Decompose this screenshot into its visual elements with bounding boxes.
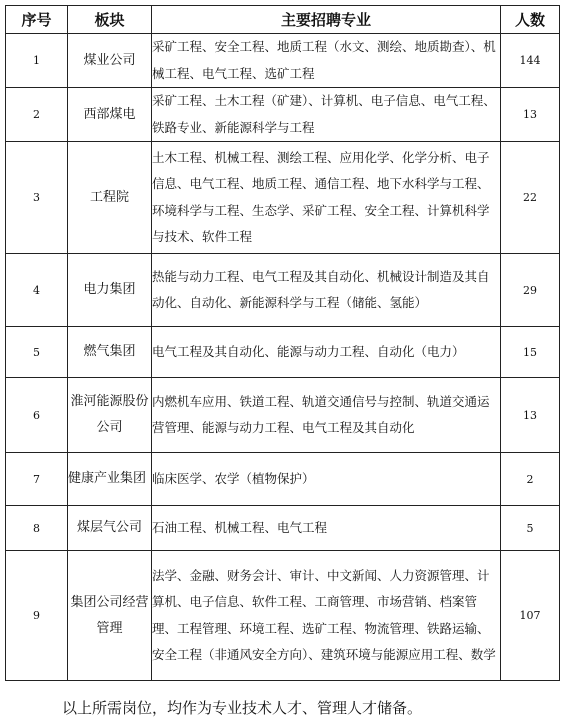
table-row — [6, 453, 560, 506]
header-row — [6, 6, 560, 34]
row-majors: 热能与动力工程、电气工程及其自动化、机械设计制造及其自动化、自动化、新能源科学与工程（储能、氢能） — [152, 254, 501, 327]
row-seq: 9 — [6, 551, 68, 681]
row-sector: 健康产业集团 — [68, 453, 152, 506]
row-seq: 2 — [6, 88, 68, 142]
row-count: 2 — [501, 453, 560, 506]
row-seq: 5 — [6, 327, 68, 378]
header-count: 人数 — [501, 6, 560, 34]
row-sector: 集团公司经营管理 — [68, 551, 152, 681]
table-row — [6, 551, 560, 681]
row-seq: 3 — [6, 142, 68, 254]
row-count: 144 — [501, 34, 560, 88]
row-seq: 7 — [6, 453, 68, 506]
table-row — [6, 34, 560, 88]
row-count: 5 — [501, 506, 560, 551]
row-sector: 煤层气公司 — [68, 506, 152, 551]
row-sector: 工程院 — [68, 142, 152, 254]
header-majors: 主要招聘专业 — [152, 6, 501, 34]
row-majors: 石油工程、机械工程、电气工程 — [152, 506, 501, 551]
table-row — [6, 327, 560, 378]
row-majors: 内燃机车应用、铁道工程、轨道交通信号与控制、轨道交通运营管理、能源与动力工程、电气工程及其自动化 — [152, 378, 501, 453]
row-majors: 临床医学、农学（植物保护） — [152, 453, 501, 506]
row-count: 22 — [501, 142, 560, 254]
row-count: 13 — [501, 378, 560, 453]
recruitment-table — [5, 5, 560, 681]
row-majors: 电气工程及其自动化、能源与动力工程、自动化（电力） — [152, 327, 501, 378]
row-majors: 法学、金融、财务会计、审计、中文新闻、人力资源管理、计算机、电子信息、软件工程、工商管理、市场营销、档案管理、工程管理、环境工程、选矿工程、物流管理、铁路运输、安全工程（非通风安全方向）、建筑环境与能源应用工程、数学 — [152, 551, 501, 681]
row-count: 107 — [501, 551, 560, 681]
table-row — [6, 88, 560, 142]
row-count: 13 — [501, 88, 560, 142]
table-row — [6, 142, 560, 254]
row-majors: 土木工程、机械工程、测绘工程、应用化学、化学分析、电子信息、电气工程、地质工程、通信工程、地下水科学与工程、环境科学与工程、生态学、采矿工程、安全工程、计算机科学与技术、软件工程 — [152, 142, 501, 254]
row-sector: 淮河能源股份公司 — [68, 378, 152, 453]
header-seq: 序号 — [6, 6, 68, 34]
row-sector: 电力集团 — [68, 254, 152, 327]
row-majors: 采矿工程、土木工程（矿建）、计算机、电子信息、电气工程、铁路专业、新能源科学与工程 — [152, 88, 501, 142]
row-seq: 6 — [6, 378, 68, 453]
table-row — [6, 378, 560, 453]
row-count: 29 — [501, 254, 560, 327]
table-row — [6, 254, 560, 327]
row-sector: 燃气集团 — [68, 327, 152, 378]
row-majors: 采矿工程、安全工程、地质工程（水文、测绘、地质勘查）、机械工程、电气工程、选矿工程 — [152, 34, 501, 88]
row-seq: 1 — [6, 34, 68, 88]
row-seq: 8 — [6, 506, 68, 551]
row-sector: 煤业公司 — [68, 34, 152, 88]
row-count: 15 — [501, 327, 560, 378]
row-seq: 4 — [6, 254, 68, 327]
footnote: 以上所需岗位，均作为专业技术人才、管理人才储备。 — [62, 699, 423, 717]
header-sector: 板块 — [68, 6, 152, 34]
table-row — [6, 506, 560, 551]
row-sector: 西部煤电 — [68, 88, 152, 142]
